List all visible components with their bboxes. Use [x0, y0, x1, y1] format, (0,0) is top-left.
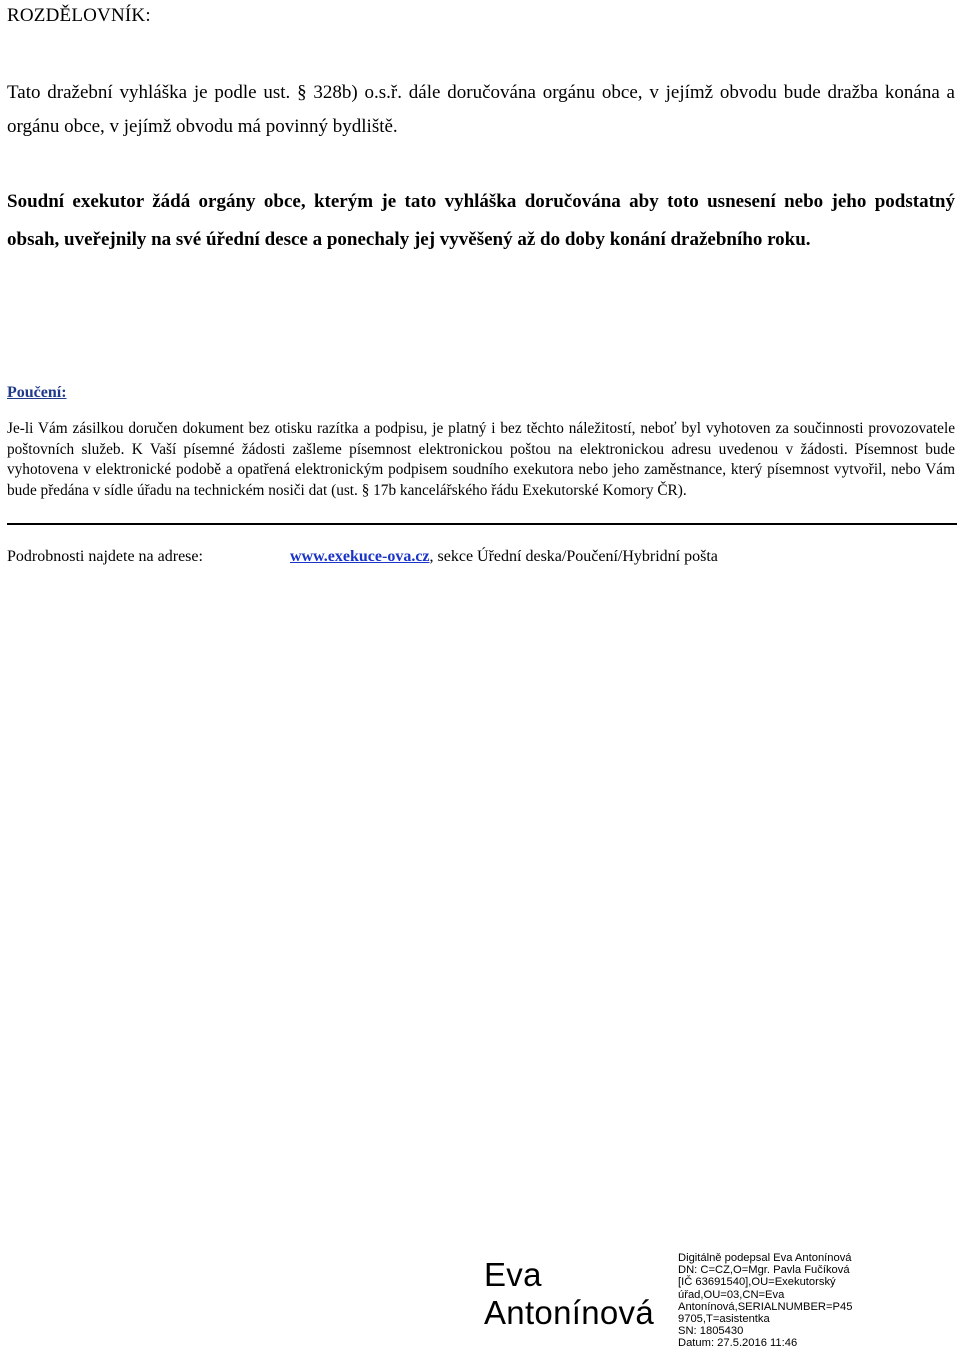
- website-link[interactable]: www.exekuce-ova.cz: [290, 548, 430, 565]
- signature-detail-line: úřad,OU=03,CN=Eva: [678, 1288, 785, 1301]
- signature-detail-line: DN: C=CZ,O=Mgr. Pavla Fučíková: [678, 1264, 850, 1277]
- signature-detail-line: SN: 1805430: [678, 1325, 744, 1338]
- instructions-title: Poučení:: [7, 384, 67, 401]
- signature-detail-line: Antonínová,SERIALNUMBER=P45: [678, 1300, 853, 1313]
- section-divider: [7, 523, 957, 525]
- digital-signature-details: [678, 1252, 948, 1350]
- details-suffix: , sekce Úřední deska/Poučení/Hybridní pošta: [429, 548, 718, 565]
- details-address: [290, 547, 718, 567]
- signature-detail-line: [IČ 63691540],OU=Exekutorský: [678, 1276, 836, 1289]
- distribution-paragraph: Tato dražební vyhláška je podle ust. § 328b) o.s.ř. dále doručována orgánu obce, v jejímž obvodu bude dražba konána a orgánu obce, v jejímž obvodu má povinný bydliště.: [7, 82, 955, 137]
- signature-first-name: Eva: [484, 1256, 542, 1293]
- signature-detail-line: 9705,T=asistentka: [678, 1313, 770, 1326]
- signature-name: [484, 1256, 654, 1332]
- instructions-text: Je-li Vám zásilkou doručen dokument bez otisku razítka a podpisu, je platný i bez těchto náležitostí, neboť byl vyhotoven za součinnosti provozovatele poštovních služeb. K Vaší písemné žádosti zašleme písemnost elektronickou poštou na elektronickou adresu uvedenou v žádosti. Písemnost bude vyhotovena v elektronické podobě a opatřená elektronickým podpisem soudního exekutora nebo jeho zaměstnance, který písemnost vytvořil, nebo Vám bude předána v sídle úřadu na technickém nosiči dat (ust. § 17b kancelářského řádu Exekutorské Komory ČR).: [7, 420, 955, 499]
- signature-last-name: Antonínová: [484, 1294, 654, 1331]
- executor-request-paragraph: Soudní exekutor žádá orgány obce, kterým je tato vyhláška doručována aby toto usnesení nebo jeho podstatný obsah, uveřejnily na své úřední desce a ponechaly jej vyvěšený až do doby konání dražebního roku.: [7, 191, 955, 250]
- distribution-heading: ROZDĚLOVNÍK:: [7, 5, 151, 26]
- signature-detail-line: Datum: 27.5.2016 11:46: [678, 1337, 798, 1350]
- details-label: Podrobnosti najdete na adrese:: [7, 548, 203, 565]
- signature-detail-line: Digitálně podepsal Eva Antonínová: [678, 1252, 852, 1264]
